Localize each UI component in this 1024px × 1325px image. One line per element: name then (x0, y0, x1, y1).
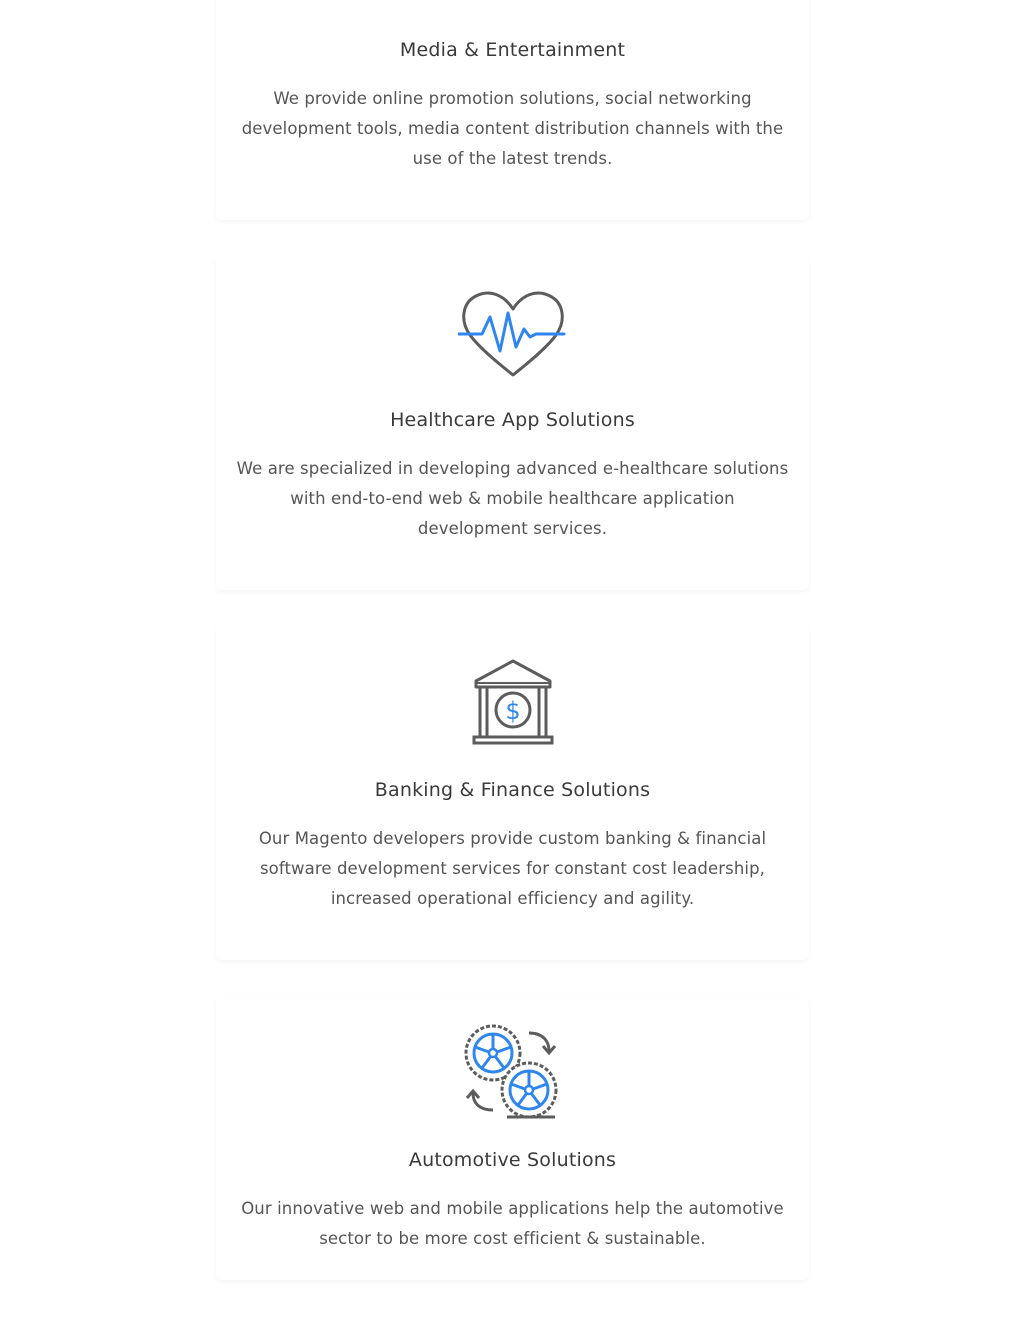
card-title: Healthcare App Solutions (390, 409, 635, 431)
card-title: Banking & Finance Solutions (374, 779, 651, 801)
svg-text:$: $ (504, 697, 521, 725)
wheels-icon (463, 1021, 563, 1121)
industry-card-banking (216, 625, 809, 960)
industry-card-healthcare (216, 255, 809, 590)
card-title: Automotive Solutions (408, 1149, 617, 1171)
card-description: We are specialized in developing advanced e-healthcare solutions with end-to-end web & mobile healthcare application development services. (236, 459, 789, 538)
heart-pulse-icon (458, 289, 568, 379)
card-description: We provide online promotion solutions, social networking development tools, media content distribution channels with the use of the latest trends. (241, 89, 784, 168)
card-description: Our Magento developers provide custom banking & financial software development services for constant cost leadership, increased operational efficiency and agility. (258, 829, 767, 908)
industry-card-media (216, 0, 809, 220)
bank-dollar-icon (468, 657, 558, 747)
industry-card-automotive (216, 995, 809, 1280)
card-title: Media & Entertainment (399, 39, 626, 61)
card-description: Our innovative web and mobile applications help the automotive sector to be more cost efficient & sustainable. (241, 1199, 784, 1248)
